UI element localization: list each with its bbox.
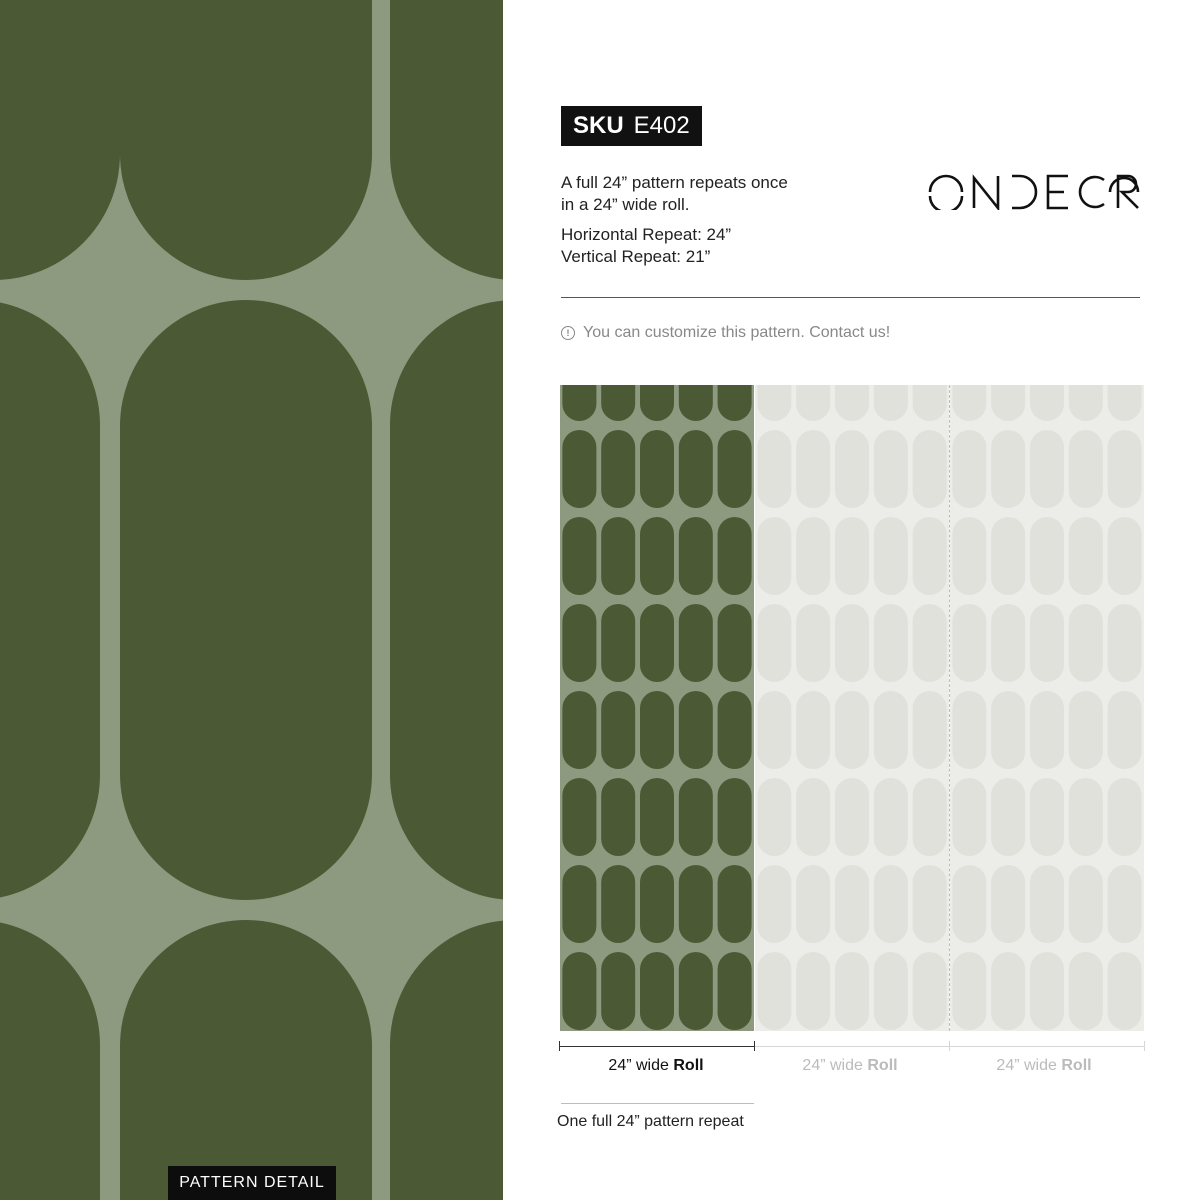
pattern-pill [679,517,713,595]
pattern-pill [1030,517,1064,595]
pattern-pill [679,604,713,682]
pattern-repeat-line [561,1103,754,1104]
pattern-pill [562,778,596,856]
pattern-pill [1069,604,1103,682]
pattern-pill [601,952,635,1030]
pattern-pill [679,430,713,508]
pattern-pill [601,385,635,421]
pattern-pill [601,604,635,682]
roll-2-label [752,1057,948,1075]
brand-logo [928,174,1140,210]
pattern-pill [1030,385,1064,421]
pattern-pill [679,385,713,421]
pattern-pill [952,385,986,421]
dimension-tick [1144,1041,1145,1051]
sku-code: E402 [633,112,690,139]
pattern-pill [1030,865,1064,943]
pattern-pill [874,385,908,421]
pattern-pill [952,952,986,1030]
pattern-pill [796,385,830,421]
pattern-pill [991,952,1025,1030]
pattern-pill [562,691,596,769]
roll-1-label-prefix: 24” wide [608,1057,669,1074]
pattern-pill [562,952,596,1030]
roll-1-label [558,1057,754,1075]
pattern-pill [562,517,596,595]
dimension-tick [559,1041,560,1051]
pattern-pill [1030,691,1064,769]
pattern-pill [835,952,869,1030]
roll-3-dimension-line [950,1046,1145,1047]
pattern-pill [1108,604,1142,682]
pattern-pill [601,691,635,769]
pattern-pill [640,865,674,943]
roll-preview [560,385,1144,1031]
pattern-pill [913,952,947,1030]
roll-1-dimension-line [559,1046,754,1047]
pattern-pill [1069,385,1103,421]
roll-1-pattern [560,385,754,1031]
pattern-pill [874,691,908,769]
pattern-pill [835,517,869,595]
pattern-pill [1108,865,1142,943]
pattern-pill [913,865,947,943]
pattern-pill [718,691,752,769]
pattern-pill [796,952,830,1030]
roll-1-label-bold: Roll [673,1057,704,1074]
pattern-pill [640,691,674,769]
pattern-pill [718,865,752,943]
pattern-pill [913,430,947,508]
pattern-pill [952,517,986,595]
vertical-repeat: Vertical Repeat: 21” [561,247,711,266]
pattern-repeat-label: One full 24” pattern repeat [557,1113,744,1130]
pattern-pill [601,430,635,508]
pattern-detail-svg [0,0,503,1200]
pattern-pill [952,604,986,682]
pattern-pill [1069,952,1103,1030]
sku-prefix: SKU [573,112,624,139]
pattern-pill [835,604,869,682]
pattern-pill [952,691,986,769]
pattern-pill [757,952,791,1030]
pattern-detail-image [0,0,503,1200]
pattern-pill [601,517,635,595]
pattern-pill [796,604,830,682]
pattern-pill [835,430,869,508]
pattern-pill [679,691,713,769]
pattern-pill [796,691,830,769]
pattern-pill [718,604,752,682]
description-line-1: A full 24” pattern repeats once [561,173,788,192]
pattern-pill [1030,430,1064,508]
pattern-pill [796,865,830,943]
pattern-pill [913,517,947,595]
description-line-2: in a 24” wide roll. [561,195,690,214]
roll-2-label-prefix: 24” wide [802,1057,863,1074]
pattern-pill [1030,778,1064,856]
roll-2-dimension-line [755,1046,950,1047]
pattern-pill [718,778,752,856]
pattern-pill [991,430,1025,508]
pattern-pill [562,385,596,421]
pattern-pill [640,385,674,421]
roll-3-pattern [950,385,1144,1031]
pattern-pill [874,952,908,1030]
pattern-pill [991,865,1025,943]
roll-2-label-bold: Roll [867,1057,898,1074]
pattern-pill [1108,430,1142,508]
pattern-pill [952,865,986,943]
pattern-pill [835,385,869,421]
pattern-pill [1108,691,1142,769]
pattern-pill [718,385,752,421]
pattern-pill [562,604,596,682]
pattern-pill [991,778,1025,856]
pattern-pill [874,517,908,595]
pattern-pill [640,517,674,595]
pattern-pill [1069,430,1103,508]
pattern-pill [952,430,986,508]
pattern-pill [913,604,947,682]
pattern-pill [562,430,596,508]
pattern-pill [835,865,869,943]
pattern-pill [1108,385,1142,421]
pattern-pill [718,517,752,595]
pattern-detail-badge: PATTERN DETAIL [168,1166,336,1200]
pattern-pill [1069,778,1103,856]
pattern-pill [640,430,674,508]
pattern-pill [835,778,869,856]
pattern-pill [640,952,674,1030]
pattern-pill [679,865,713,943]
pattern-pill [796,517,830,595]
pattern-pill [1030,604,1064,682]
divider [561,297,1140,298]
pattern-pill [1069,865,1103,943]
pattern-info [561,172,891,268]
pattern-pill [757,430,791,508]
roll-3-label-bold: Roll [1061,1057,1092,1074]
pattern-pill [913,385,947,421]
pattern-pill [640,604,674,682]
pattern-pill [562,865,596,943]
pattern-pill [1069,517,1103,595]
pattern-pill [718,952,752,1030]
pattern-pill [913,691,947,769]
pattern-pill [874,778,908,856]
pattern-pill [991,385,1025,421]
roll-2-pattern [755,385,949,1031]
roll-3-label-prefix: 24” wide [996,1057,1057,1074]
pattern-pill [757,865,791,943]
pattern-pill [796,430,830,508]
pattern-pill [679,952,713,1030]
sku-label [561,106,702,146]
pattern-pill [679,778,713,856]
pattern-pill [718,430,752,508]
roll-3-label [946,1057,1142,1075]
customize-notice[interactable] [561,324,890,342]
pattern-pill [601,778,635,856]
pattern-pill [1069,691,1103,769]
pattern-pill [952,778,986,856]
pattern-pill [874,604,908,682]
pattern-pill [1108,778,1142,856]
pattern-pill [991,517,1025,595]
pattern-pill [757,385,791,421]
pattern-pill [1030,952,1064,1030]
horizontal-repeat: Horizontal Repeat: 24” [561,225,732,244]
pattern-pill [874,430,908,508]
pattern-pill [835,691,869,769]
pattern-pill [640,778,674,856]
roll-3-preview [950,385,1144,1031]
pattern-pill [796,778,830,856]
roll-2-preview [755,385,949,1031]
pattern-pill [757,691,791,769]
info-icon: ! [561,326,575,340]
pattern-pill [757,604,791,682]
pattern-pill [1108,952,1142,1030]
pattern-pill [913,778,947,856]
pattern-pill [757,778,791,856]
pattern-pill [874,865,908,943]
customize-text: You can customize this pattern. Contact us! [583,324,891,341]
pattern-pill [1108,517,1142,595]
pattern-pill [991,604,1025,682]
pattern-pill [991,691,1025,769]
pattern-pill [757,517,791,595]
roll-1-preview [560,385,754,1031]
pattern-pill [601,865,635,943]
